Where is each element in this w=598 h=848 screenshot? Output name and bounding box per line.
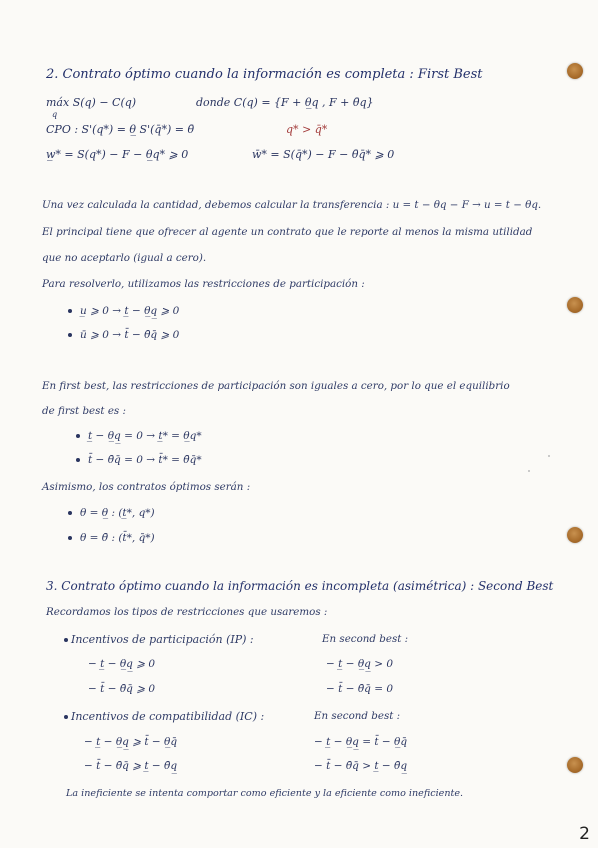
- bullet: [64, 715, 68, 719]
- bullet: [68, 309, 72, 313]
- participation-constraint-1: u̲ ⩾ 0 → t̲ − θ̲q̲ ⩾ 0: [68, 306, 179, 317]
- cost-definition: donde C(q) = {F + θ̲q , F + θ̄q}: [196, 96, 374, 109]
- bullet: [68, 333, 72, 337]
- paper-speck: [528, 470, 530, 472]
- binder-hole-2: [567, 297, 583, 313]
- ip-constraint-2: − t̄ − θ̄q̄ ⩾ 0: [88, 683, 156, 695]
- binder-hole-4: [567, 757, 583, 773]
- paragraph-first-best: En first best, las restricciones de participación son iguales a cero, por lo que el equilibrio: [42, 380, 510, 392]
- equilibrium-2: t̄ − θ̄q̄ = 0 → t̄* = θ̄q̄*: [76, 455, 202, 466]
- paper-speck: [548, 455, 550, 457]
- quantity-relation: q* > q̄*: [286, 123, 328, 136]
- paragraph-constraint-types: Recordamos los tipos de restricciones que usaremos :: [46, 606, 328, 618]
- paragraph-optimal-contracts: Asimismo, los contratos óptimos serán :: [42, 481, 251, 493]
- ip-second-best-2: − t̄ − θ̄q̄ = 0: [326, 683, 394, 695]
- page-number: 2: [579, 824, 590, 844]
- contract-efficient: θ = θ̲ : (t̲*, q*): [68, 508, 155, 519]
- section3-title: 3. Contrato óptimo cuando la información es incompleta (asimétrica) : Second Best: [46, 579, 554, 593]
- ip-heading: Incentivos de participación (IP) :: [64, 634, 254, 645]
- paragraph-first-best-cont: de first best es :: [42, 405, 126, 417]
- ip-constraint-1: − t̲ − θ̲q̲ ⩾ 0: [88, 658, 156, 670]
- ic-second-best-1: − t̲ − θ̲q̲ = t̄ − θ̲q̄: [314, 736, 408, 748]
- bullet: [76, 434, 80, 438]
- paragraph-resolve: Para resolverlo, utilizamos las restricciones de participación :: [42, 278, 365, 290]
- ic-heading: Incentivos de compatibilidad (IC) :: [64, 711, 264, 722]
- welfare-efficient: w̲* = S(q*) − F − θ̲q* ⩾ 0: [46, 148, 189, 161]
- cpo-conditions: CPO : S'(q*) = θ̲ S'(q̄*) = θ̄: [46, 123, 195, 136]
- equilibrium-1: t̲ − θ̲q̲ = 0 → t̲* = θ̲q*: [76, 431, 202, 442]
- binder-hole-3: [567, 527, 583, 543]
- max-subscript: q: [52, 110, 58, 119]
- ip-second-best-1: − t̲ − θ̲q̲ > 0: [326, 658, 394, 670]
- bullet: [68, 536, 72, 540]
- ic-second-best-heading: En second best :: [314, 710, 401, 722]
- welfare-inefficient: w̄* = S(q̄*) − F − θ̄q̄* ⩾ 0: [252, 148, 395, 161]
- paragraph-mimicking: La ineficiente se intenta comportar como eficiente y la eficiente como ineficiente.: [66, 788, 464, 799]
- max-expression: máx S(q) − C(q): [46, 96, 137, 109]
- bullet: [64, 638, 68, 642]
- participation-constraint-2: ū ⩾ 0 → t̄ − θ̄q̄ ⩾ 0: [68, 330, 179, 341]
- section2-title: 2. Contrato óptimo cuando la información es completa : First Best: [46, 67, 483, 82]
- bullet: [76, 458, 80, 462]
- bullet: [68, 511, 72, 515]
- ic-constraint-1: − t̲ − θ̲q̲ ⩾ t̄ − θ̲q̄: [84, 736, 178, 748]
- paragraph-principal-cont: que no aceptarlo (igual a cero).: [42, 252, 207, 264]
- ic-second-best-2: − t̄ − θ̄q̄ > t̲ − θ̄q̲: [314, 760, 408, 772]
- contract-inefficient: θ = θ̄ : (t̄*, q̄*): [68, 533, 155, 544]
- ic-constraint-2: − t̄ − θ̄q̄ ⩾ t̲ − θ̄q̲: [84, 760, 178, 772]
- binder-hole-1: [567, 63, 583, 79]
- ip-second-best-heading: En second best :: [322, 633, 409, 645]
- paragraph-principal: El principal tiene que ofrecer al agente un contrato que le reporte al menos la misma utilidad: [42, 226, 533, 238]
- paragraph-transfer: Una vez calculada la cantidad, debemos calcular la transferencia : u = t − θq − F → u = t − θq.: [42, 199, 542, 211]
